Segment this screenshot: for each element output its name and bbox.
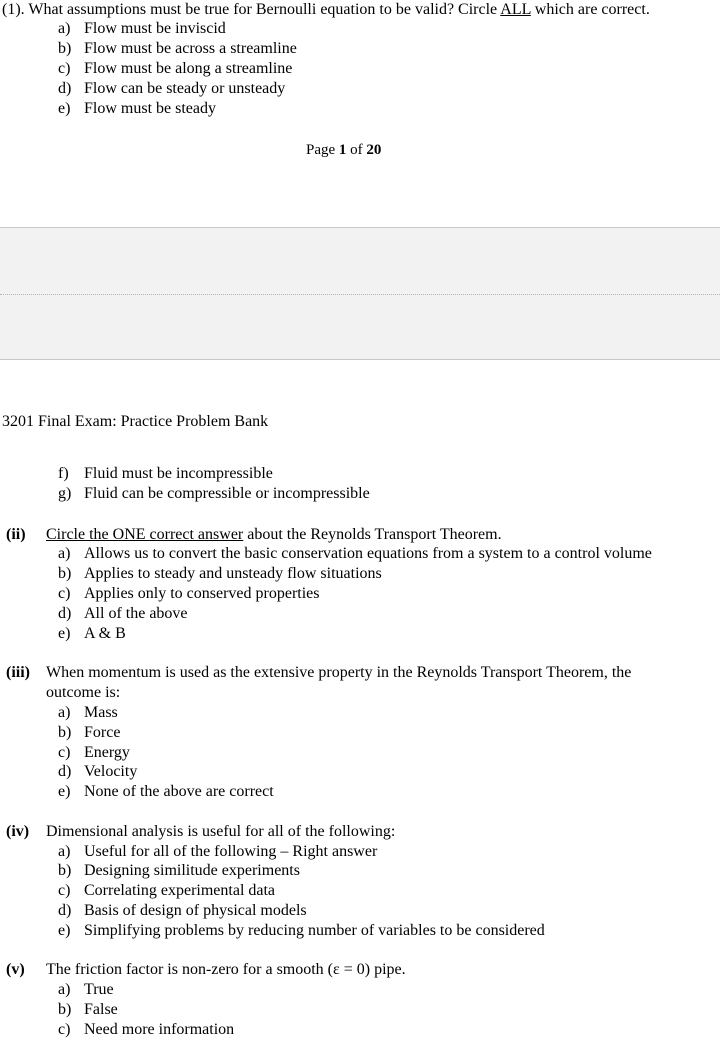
option-text: Mass (84, 704, 118, 721)
option-letter: d) (58, 902, 72, 919)
option-letter: c) (58, 585, 71, 602)
option-text: Flow must be across a streamline (84, 40, 297, 57)
option-text: None of the above are correct (84, 783, 274, 800)
option-letter: b) (58, 1001, 72, 1018)
question-3-stem-line2: outcome is: (46, 684, 121, 701)
option-text: Flow can be steady or unsteady (84, 80, 286, 97)
option-letter: d) (58, 763, 72, 780)
page-footer-prefix: Page (306, 142, 339, 158)
option-letter: b) (58, 862, 72, 879)
option-text: Useful for all of the following – Right answer (84, 843, 378, 860)
option-letter: f) (58, 465, 69, 482)
option-text: Need more information (84, 1021, 235, 1038)
page-header: 3201 Final Exam: Practice Problem Bank (2, 413, 269, 430)
question-3-number: (iii) (6, 664, 30, 681)
page-break-gap (0, 227, 720, 360)
option-text: Velocity (84, 763, 138, 780)
question-5-stem-text: The friction factor is non-zero for a smooth (ε = 0) pipe. (46, 961, 406, 978)
option-text: False (84, 1001, 118, 1018)
option-text: True (84, 981, 114, 998)
option-letter: e) (58, 625, 71, 642)
option-text: Flow must be inviscid (84, 20, 226, 37)
option-text: Flow must be along a streamline (84, 60, 293, 77)
page-footer (306, 140, 381, 160)
question-2-stem-text (46, 525, 502, 545)
option-letter: a) (58, 545, 71, 562)
question-5-number: (v) (6, 961, 25, 978)
option-letter: a) (58, 20, 71, 37)
option-letter: a) (58, 843, 71, 860)
option-letter: c) (58, 882, 71, 899)
option-letter: e) (58, 922, 71, 939)
option-letter: b) (58, 565, 72, 582)
option-letter: g) (58, 485, 72, 502)
option-text: Energy (84, 744, 130, 761)
option-text: Basis of design of physical models (84, 902, 307, 919)
option-text: Applies to steady and unsteady flow situations (84, 565, 382, 582)
option-text: A & B (84, 625, 126, 642)
option-text: Designing similitude experiments (84, 862, 300, 879)
question-1-stem-emphasis: ALL (500, 1, 531, 18)
option-text: Force (84, 724, 121, 741)
option-letter: d) (58, 605, 72, 622)
option-text: All of the above (84, 605, 188, 622)
option-letter: c) (58, 744, 71, 761)
question-4-stem-text: Dimensional analysis is useful for all of the following: (46, 823, 396, 840)
option-text: Simplifying problems by reducing number of variables to be considered (84, 922, 545, 939)
option-letter: e) (58, 783, 71, 800)
option-letter: c) (58, 60, 71, 77)
question-1-stem (2, 0, 650, 20)
option-text: Fluid must be incompressible (84, 465, 273, 482)
option-text: Allows us to convert the basic conservation equations from a system to a control volume (84, 545, 652, 562)
question-2-number: (ii) (6, 526, 26, 543)
option-text: Flow must be steady (84, 100, 216, 117)
question-2-stem-emphasis: Circle the ONE correct answer (46, 526, 244, 543)
option-letter: b) (58, 724, 72, 741)
option-letter: c) (58, 1021, 71, 1038)
option-letter: a) (58, 981, 71, 998)
page-footer-middle: of (346, 142, 367, 158)
option-text: Applies only to conserved properties (84, 585, 320, 602)
question-1-stem-suffix: which are correct. (530, 1, 650, 18)
option-text: Correlating experimental data (84, 882, 276, 899)
option-letter: d) (58, 80, 72, 97)
option-letter: b) (58, 40, 72, 57)
option-letter: e) (58, 100, 71, 117)
question-2-stem-suffix: about the Reynolds Transport Theorem. (243, 526, 502, 543)
option-text: Fluid can be compressible or incompressible (84, 485, 370, 502)
page-break-divider (0, 294, 720, 295)
question-3-stem-line1: When momentum is used as the extensive property in the Reynolds Transport Theorem, the (46, 664, 632, 681)
question-1-stem-prefix: (1). What assumptions must be true for Bernoulli equation to be valid? Circle (2, 1, 501, 18)
page-number: 1 (338, 142, 347, 158)
option-letter: a) (58, 704, 71, 721)
page-total: 20 (366, 142, 382, 158)
question-4-number: (iv) (6, 823, 30, 840)
